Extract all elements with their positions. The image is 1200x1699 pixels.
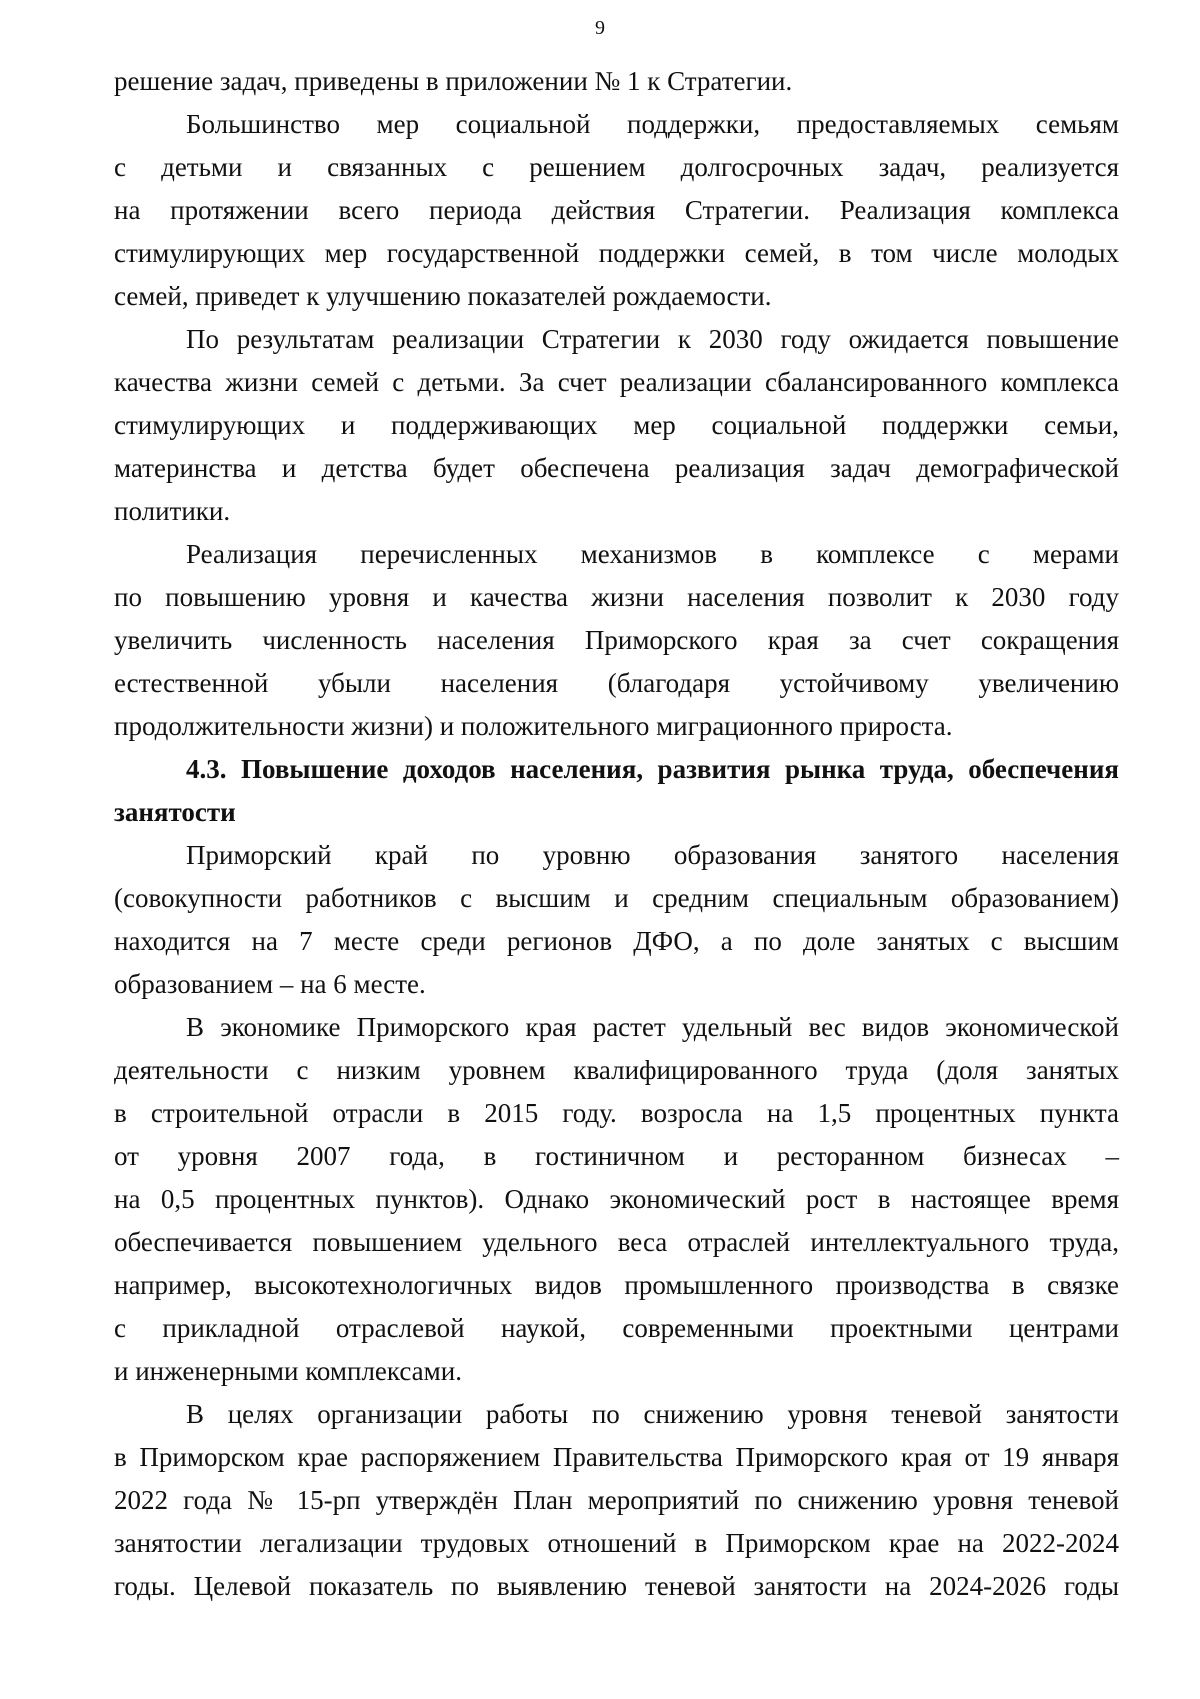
- text-line: материнства и детства будет обеспечена реализация задач демографической: [114, 453, 1119, 483]
- text-line: на протяжении всего периода действия Стратегии. Реализация комплекса: [114, 195, 1119, 225]
- text-line: образованием – на 6 месте.: [114, 969, 426, 999]
- paragraph-economy-structure: [114, 1006, 1119, 1393]
- text-line: качества жизни семей с детьми. За счет реализации сбалансированного комплекса: [114, 367, 1119, 397]
- heading-line: занятости: [114, 797, 236, 827]
- text-line: увеличить численность населения Приморского края за счет сокращения: [114, 625, 1119, 655]
- section-heading: [114, 748, 1119, 834]
- text-line: годы. Целевой показатель по выявлению теневой занятости на 2024-2026 годы: [114, 1571, 1119, 1601]
- heading-line: 4.3. Повышение доходов населения, развития рынка труда, обеспечения: [186, 754, 1119, 784]
- text-line: политики.: [114, 496, 231, 526]
- text-line: по повышению уровня и качества жизни населения позволит к 2030 году: [114, 582, 1119, 612]
- text-line: деятельности с низким уровнем квалифицированного труда (доля занятых: [114, 1055, 1119, 1085]
- text-line: от уровня 2007 года, в гостиничном и ресторанном бизнесах –: [114, 1141, 1119, 1171]
- text-line: естественной убыли населения (благодаря устойчивому увеличению: [114, 668, 1119, 698]
- text-line: на 0,5 процентных пунктов). Однако экономический рост в настоящее время: [114, 1184, 1119, 1214]
- text-line: Приморский край по уровню образования занятого населения: [186, 840, 1119, 870]
- text-line: в Приморском крае распоряжением Правительства Приморского края от 19 января: [114, 1442, 1119, 1472]
- text-line: и инженерными комплексами.: [114, 1356, 462, 1386]
- text-line: решение задач, приведены в приложении № 1 к Стратегии.: [114, 66, 793, 96]
- text-line: семей, приведет к улучшению показателей рождаемости.: [114, 281, 772, 311]
- text-line: с прикладной отраслевой наукой, современными проектными центрами: [114, 1313, 1119, 1343]
- paragraph-education-level: [114, 834, 1119, 1006]
- text-line: в строительной отрасли в 2015 году. возросла на 1,5 процентных пункта: [114, 1098, 1119, 1128]
- text-line: продолжительности жизни) и положительного миграционного прироста.: [114, 711, 953, 741]
- text-line: находится на 7 месте среди регионов ДФО, а по доле занятых с высшим: [114, 926, 1119, 956]
- paragraph-shadow-employment: [114, 1393, 1119, 1608]
- page-number: 9: [595, 17, 605, 39]
- text-line: В целях организации работы по снижению уровня теневой занятости: [186, 1399, 1119, 1429]
- text-line: Реализация перечисленных механизмов в комплексе с мерами: [186, 539, 1119, 569]
- text-line: занятостии легализации трудовых отношений в Приморском крае на 2022-2024: [114, 1528, 1119, 1558]
- text-line: 2022 года № 15-рп утверждён План мероприятий по снижению уровня теневой: [114, 1485, 1119, 1515]
- text-line: По результатам реализации Стратегии к 2030 году ожидается повышение: [186, 324, 1119, 354]
- text-line: В экономике Приморского края растет удельный вес видов экономической: [186, 1012, 1119, 1042]
- document-body: [114, 60, 1119, 1608]
- text-line: стимулирующих и поддерживающих мер социальной поддержки семьи,: [114, 410, 1119, 440]
- text-line: например, высокотехнологичных видов промышленного производства в связке: [114, 1270, 1119, 1300]
- text-line: с детьми и связанных с решением долгосрочных задач, реализуется: [114, 152, 1119, 182]
- paragraph-continuation: [114, 60, 1119, 103]
- text-line: обеспечивается повышением удельного веса отраслей интеллектуального труда,: [114, 1227, 1119, 1257]
- paragraph-social-support: [114, 103, 1119, 318]
- text-line: Большинство мер социальной поддержки, предоставляемых семьям: [186, 109, 1119, 139]
- text-line: стимулирующих мер государственной поддержки семей, в том числе молодых: [114, 238, 1119, 268]
- paragraph-mechanisms: [114, 533, 1119, 748]
- paragraph-results-2030: [114, 318, 1119, 533]
- text-line: (совокупности работников с высшим и средним специальным образованием): [114, 883, 1119, 913]
